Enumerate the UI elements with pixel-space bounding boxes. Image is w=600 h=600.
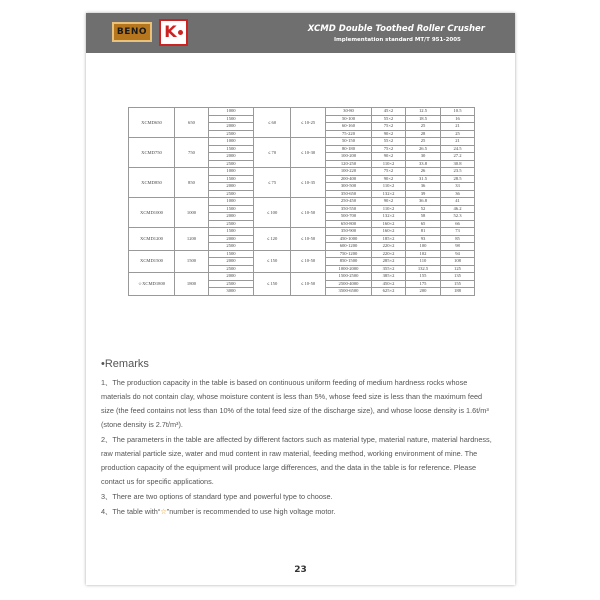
- weight-standard-cell: 31.5: [406, 175, 441, 183]
- discharge-size-cell: ≤ 10-50: [291, 198, 326, 228]
- capacity-cell: 350-550: [326, 205, 372, 213]
- table-row: [129, 168, 475, 176]
- roller-length-cell: 1000: [209, 138, 254, 146]
- capacity-cell: 100-200: [326, 153, 372, 161]
- weight-powerful-cell: 10.5: [441, 108, 475, 116]
- remarks-heading: •Remarks: [101, 358, 149, 370]
- roller-diameter-cell: 1500: [175, 250, 209, 273]
- beno-logo: BENO: [112, 22, 152, 42]
- remark-item: 2、The parameters in the table are affected by different factors such as material type, material nature, material hardness, raw material particle size, water and mud content in raw material, feeding method, working environment of mine. The production capacity of the equipment will produce large differences, and the data in the table is for reference. Please contact us for specific applications.: [101, 435, 492, 486]
- roller-length-cell: 1000: [209, 198, 254, 206]
- max-feed-size-cell: ≤ 75: [254, 168, 291, 198]
- table-row: [129, 138, 475, 146]
- model-cell: XCMD650: [129, 108, 175, 138]
- motor-power-cell: 355×2: [372, 265, 406, 273]
- remarks-list: [101, 376, 495, 520]
- model-cell: XCMD750: [129, 138, 175, 168]
- roller-length-cell: 1000: [209, 108, 254, 116]
- weight-powerful-cell: 21: [441, 123, 475, 131]
- roller-diameter-cell: 650: [175, 108, 209, 138]
- discharge-size-cell: ≤ 10-50: [291, 250, 326, 273]
- weight-powerful-cell: 16: [441, 115, 475, 123]
- motor-power-cell: 55×2: [372, 115, 406, 123]
- roller-length-cell: 1000: [209, 168, 254, 176]
- capacity-cell: 120-250: [326, 160, 372, 168]
- roller-length-cell: 2000: [209, 258, 254, 266]
- spec-table: [128, 107, 475, 296]
- roller-length-cell: 2000: [209, 153, 254, 161]
- weight-standard-cell: 65: [406, 220, 441, 228]
- roller-length-cell: 2500: [209, 220, 254, 228]
- remark-item: [101, 505, 495, 519]
- capacity-cell: 1000-2000: [326, 265, 372, 273]
- weight-standard-cell: 132.5: [406, 265, 441, 273]
- table-row: [129, 273, 475, 281]
- weight-powerful-cell: 24.5: [441, 145, 475, 153]
- roller-diameter-cell: 1200: [175, 228, 209, 251]
- roller-length-cell: 3000: [209, 288, 254, 296]
- weight-standard-cell: 58: [406, 213, 441, 221]
- weight-standard-cell: 28: [406, 130, 441, 138]
- weight-powerful-cell: 33: [441, 183, 475, 191]
- weight-standard-cell: 18.5: [406, 115, 441, 123]
- weight-powerful-cell: 25: [441, 130, 475, 138]
- roller-length-cell: 1500: [209, 175, 254, 183]
- weight-standard-cell: 33.8: [406, 160, 441, 168]
- capacity-cell: 200-400: [326, 175, 372, 183]
- remark-4-start: 4、The table with“: [101, 507, 161, 516]
- weight-powerful-cell: 52.3: [441, 213, 475, 221]
- max-feed-size-cell: ≤ 150: [254, 273, 291, 296]
- weight-powerful-cell: 135: [441, 273, 475, 281]
- roller-diameter-cell: 850: [175, 168, 209, 198]
- weight-standard-cell: 200: [406, 288, 441, 296]
- motor-power-cell: 385×2: [372, 273, 406, 281]
- roller-length-cell: 2500: [209, 280, 254, 288]
- remark-item: 3、There are two options of standard type and powerful type to choose.: [101, 492, 333, 501]
- model-cell: XCMD1000: [129, 198, 175, 228]
- weight-powerful-cell: 23.5: [441, 168, 475, 176]
- discharge-size-cell: ≤ 10-35: [291, 168, 326, 198]
- motor-power-cell: 45×2: [372, 108, 406, 116]
- weight-powerful-cell: 125: [441, 265, 475, 273]
- page-number: 23: [294, 565, 307, 575]
- weight-powerful-cell: 108: [441, 258, 475, 266]
- catalog-page: [86, 13, 515, 585]
- weight-powerful-cell: 98: [441, 243, 475, 251]
- table-row: [129, 228, 475, 236]
- max-feed-size-cell: ≤ 60: [254, 108, 291, 138]
- roller-length-cell: 1500: [209, 115, 254, 123]
- motor-power-cell: 160×2: [372, 228, 406, 236]
- table-row: [129, 250, 475, 258]
- weight-standard-cell: 39: [406, 190, 441, 198]
- weight-powerful-cell: 28.5: [441, 175, 475, 183]
- max-feed-size-cell: ≤ 120: [254, 228, 291, 251]
- star-icon: ☆: [160, 507, 167, 516]
- weight-standard-cell: 155: [406, 273, 441, 281]
- discharge-size-cell: ≤ 10-50: [291, 273, 326, 296]
- weight-standard-cell: 52: [406, 205, 441, 213]
- capacity-cell: 3500-6500: [326, 288, 372, 296]
- motor-power-cell: 132×2: [372, 213, 406, 221]
- roller-length-cell: 2000: [209, 273, 254, 281]
- roller-length-cell: 2500: [209, 265, 254, 273]
- roller-length-cell: 2000: [209, 123, 254, 131]
- roller-length-cell: 2000: [209, 183, 254, 191]
- weight-standard-cell: 81: [406, 228, 441, 236]
- remark-item: 1、The production capacity in the table is based on continuous uniform feeding of medium hardness rocks whose materials do not contain clay, whose moisture content is less than 5%, whose feed size is less than the maximum feed size (the feed contains not less than 10% of the total feed size of the discharge size), and whose loose density is 1.6t/m³ (stone density is 2.7t/m³).: [101, 378, 489, 429]
- weight-powerful-cell: 36: [441, 190, 475, 198]
- motor-power-cell: 132×2: [372, 190, 406, 198]
- capacity-cell: 500-700: [326, 213, 372, 221]
- motor-power-cell: 625×2: [372, 288, 406, 296]
- weight-standard-cell: 30: [406, 153, 441, 161]
- k-logo-dot-icon: [178, 30, 183, 35]
- capacity-cell: 750-1200: [326, 250, 372, 258]
- motor-power-cell: 160×2: [372, 220, 406, 228]
- weight-standard-cell: 102: [406, 250, 441, 258]
- capacity-cell: 650-800: [326, 220, 372, 228]
- roller-length-cell: 2500: [209, 130, 254, 138]
- implementation-standard: Implementation standard MT/T 951-2005: [334, 37, 461, 43]
- motor-power-cell: 75×2: [372, 145, 406, 153]
- model-cell: ☆XCMD1800: [129, 273, 175, 296]
- roller-length-cell: 1500: [209, 250, 254, 258]
- capacity-cell: 350-900: [326, 228, 372, 236]
- k-logo-letter: K: [164, 22, 177, 41]
- roller-length-cell: 2500: [209, 160, 254, 168]
- k-logo: [159, 19, 188, 46]
- weight-standard-cell: 93: [406, 235, 441, 243]
- capacity-cell: 80-180: [326, 145, 372, 153]
- motor-power-cell: 90×2: [372, 130, 406, 138]
- motor-power-cell: 450×2: [372, 280, 406, 288]
- capacity-cell: 300-500: [326, 183, 372, 191]
- weight-powerful-cell: 27.2: [441, 153, 475, 161]
- product-title: XCMD Double Toothed Roller Crusher: [307, 24, 485, 34]
- motor-power-cell: 90×2: [372, 175, 406, 183]
- roller-length-cell: 2000: [209, 213, 254, 221]
- motor-power-cell: 110×2: [372, 160, 406, 168]
- weight-powerful-cell: 155: [441, 280, 475, 288]
- motor-power-cell: 220×2: [372, 243, 406, 251]
- capacity-cell: 50-100: [326, 115, 372, 123]
- max-feed-size-cell: ≤ 70: [254, 138, 291, 168]
- max-feed-size-cell: ≤ 150: [254, 250, 291, 273]
- capacity-cell: 250-450: [326, 198, 372, 206]
- motor-power-cell: 75×2: [372, 123, 406, 131]
- max-feed-size-cell: ≤ 100: [254, 198, 291, 228]
- capacity-cell: 75-220: [326, 130, 372, 138]
- weight-standard-cell: 36: [406, 183, 441, 191]
- weight-powerful-cell: 46.2: [441, 205, 475, 213]
- roller-length-cell: 2500: [209, 190, 254, 198]
- page-header: [86, 13, 515, 53]
- table-row: [129, 108, 475, 116]
- weight-standard-cell: 36.8: [406, 198, 441, 206]
- capacity-cell: 450-1000: [326, 235, 372, 243]
- motor-power-cell: 185×2: [372, 235, 406, 243]
- weight-standard-cell: 26: [406, 168, 441, 176]
- capacity-cell: 2500-4000: [326, 280, 372, 288]
- capacity-cell: 600-1200: [326, 243, 372, 251]
- weight-standard-cell: 100: [406, 243, 441, 251]
- weight-standard-cell: 25: [406, 138, 441, 146]
- motor-power-cell: 55×2: [372, 138, 406, 146]
- weight-powerful-cell: 30.8: [441, 160, 475, 168]
- weight-standard-cell: 25: [406, 123, 441, 131]
- motor-power-cell: 90×2: [372, 153, 406, 161]
- capacity-cell: 50-150: [326, 138, 372, 146]
- weight-powerful-cell: 66: [441, 220, 475, 228]
- model-cell: XCMD1200: [129, 228, 175, 251]
- capacity-cell: 850-1500: [326, 258, 372, 266]
- roller-length-cell: 1500: [209, 205, 254, 213]
- weight-powerful-cell: 94: [441, 250, 475, 258]
- roller-diameter-cell: 750: [175, 138, 209, 168]
- weight-powerful-cell: 73: [441, 228, 475, 236]
- table-row: [129, 198, 475, 206]
- capacity-cell: 1500-2500: [326, 273, 372, 281]
- discharge-size-cell: ≤ 10-50: [291, 228, 326, 251]
- roller-length-cell: 1500: [209, 145, 254, 153]
- weight-standard-cell: 175: [406, 280, 441, 288]
- weight-powerful-cell: 85: [441, 235, 475, 243]
- weight-powerful-cell: 21: [441, 138, 475, 146]
- roller-diameter-cell: 1800: [175, 273, 209, 296]
- weight-standard-cell: 12.5: [406, 108, 441, 116]
- remark-4-end: ”number is recommended to use high voltage motor.: [166, 507, 336, 516]
- motor-power-cell: 90×2: [372, 198, 406, 206]
- capacity-cell: 60-160: [326, 123, 372, 131]
- roller-diameter-cell: 1000: [175, 198, 209, 228]
- motor-power-cell: 285×2: [372, 258, 406, 266]
- weight-standard-cell: 26.5: [406, 145, 441, 153]
- motor-power-cell: 75×2: [372, 168, 406, 176]
- roller-length-cell: 1500: [209, 228, 254, 236]
- roller-length-cell: 2500: [209, 243, 254, 251]
- motor-power-cell: 110×2: [372, 183, 406, 191]
- capacity-cell: 30-80: [326, 108, 372, 116]
- weight-powerful-cell: 41: [441, 198, 475, 206]
- capacity-cell: 100-220: [326, 168, 372, 176]
- model-cell: XCMD1500: [129, 250, 175, 273]
- weight-powerful-cell: 188: [441, 288, 475, 296]
- motor-power-cell: 220×2: [372, 250, 406, 258]
- roller-length-cell: 2000: [209, 235, 254, 243]
- motor-power-cell: 110×2: [372, 205, 406, 213]
- model-cell: XCMD850: [129, 168, 175, 198]
- discharge-size-cell: ≤ 10-30: [291, 138, 326, 168]
- capacity-cell: 350-650: [326, 190, 372, 198]
- weight-standard-cell: 110: [406, 258, 441, 266]
- discharge-size-cell: ≤ 10-25: [291, 108, 326, 138]
